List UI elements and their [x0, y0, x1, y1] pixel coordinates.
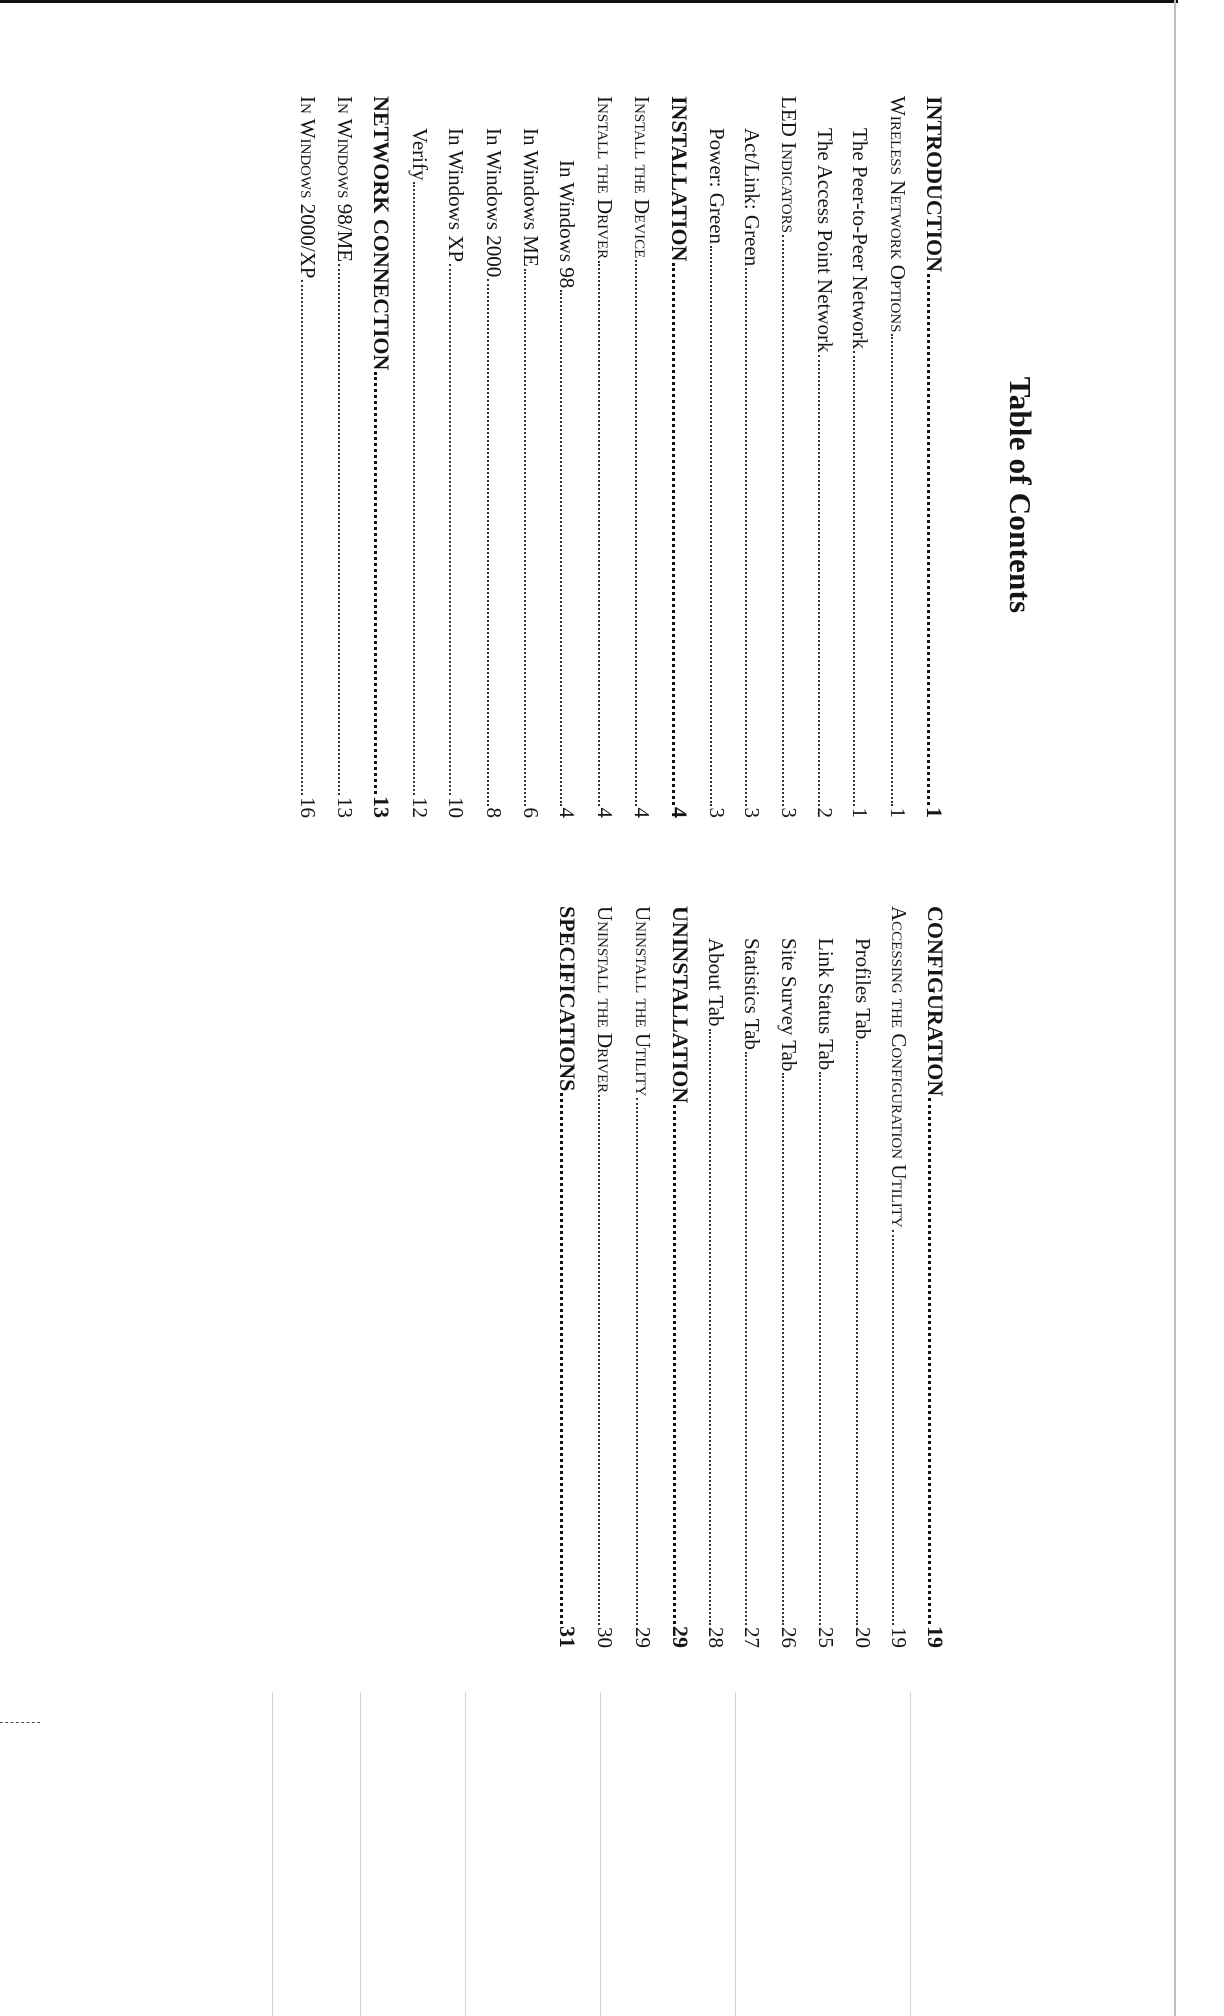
toc-entry[interactable] [699, 96, 729, 818]
dot-leader [598, 1095, 612, 1625]
toc-page-number: 3 [705, 807, 729, 818]
toc-page-number: 8 [482, 807, 506, 818]
toc-entry-label: In Windows XP [444, 128, 468, 263]
dot-leader [636, 1098, 650, 1625]
toc-page-number: 4 [630, 807, 654, 818]
dot-leader [782, 235, 796, 806]
page-right-edge-rule [1174, 0, 1176, 2016]
dot-leader [449, 264, 463, 795]
toc-page-number: 19 [887, 1627, 911, 1648]
toc-entry-label: Uninstall the Utility [631, 906, 655, 1097]
toc-entry-label: The Access Point Network [813, 128, 837, 353]
toc-page-number: 2 [813, 807, 837, 818]
dot-leader [891, 334, 905, 805]
toc-page-number: 1 [848, 807, 872, 818]
toc-entry[interactable] [880, 96, 910, 818]
toc-page-number: 28 [704, 1627, 728, 1648]
toc-entry-label: UNINSTALLATION [668, 906, 693, 1104]
toc-page-number: 30 [593, 1627, 617, 1648]
toc-page-number: 6 [519, 807, 543, 818]
toc-entry[interactable] [842, 96, 872, 818]
toc-section-entry[interactable] [663, 906, 693, 1648]
toc-page-number: 4 [555, 807, 579, 818]
toc-section-entry[interactable] [364, 96, 394, 818]
dot-leader [856, 1041, 870, 1625]
toc-page-number: 13 [333, 797, 357, 818]
toc-entry[interactable] [549, 96, 579, 818]
toc-page-number: 1 [886, 807, 910, 818]
toc-entry-label: Install the Device [630, 96, 654, 259]
toc-entry[interactable] [734, 906, 764, 1648]
toc-page-number: 29 [668, 1626, 693, 1648]
toc-page-number: 4 [593, 807, 617, 818]
rotated-page [160, 0, 1090, 2016]
toc-entry[interactable] [771, 906, 801, 1648]
dot-leader [487, 279, 501, 805]
toc-entry-label: Install the Driver [593, 96, 617, 260]
toc-entry[interactable] [734, 96, 764, 818]
toc-title: Table of Contents [1003, 376, 1038, 614]
dot-leader [374, 372, 389, 794]
dot-leader [818, 355, 832, 806]
dot-leader [673, 1105, 688, 1624]
dot-leader [338, 264, 352, 795]
dot-leader [745, 1052, 759, 1625]
toc-entry[interactable] [625, 906, 655, 1648]
margin-tick-mark [0, 1722, 40, 1724]
dot-leader [928, 1098, 943, 1624]
toc-entry[interactable] [587, 906, 617, 1648]
toc-section-entry[interactable] [550, 906, 580, 1648]
toc-entry[interactable] [807, 96, 837, 818]
toc-entry-label: LED Indicators [777, 96, 801, 233]
toc-entry[interactable] [402, 96, 432, 818]
toc-page-number: 4 [667, 807, 692, 818]
toc-entry[interactable] [327, 96, 357, 818]
toc-page-number: 13 [369, 796, 394, 818]
toc-entry[interactable] [845, 906, 875, 1648]
toc-entry-label: Power: Green [705, 128, 729, 245]
dot-leader [819, 1072, 833, 1625]
toc-entry-label: NETWORK CONNECTION [369, 96, 394, 371]
toc-entry-label: Act/Link: Green [740, 128, 764, 267]
toc-entry-label: Verify [408, 128, 432, 181]
toc-section-entry[interactable] [918, 906, 948, 1648]
toc-entry[interactable] [808, 906, 838, 1648]
dot-leader [598, 261, 612, 805]
dot-leader [745, 268, 759, 805]
dot-leader [301, 280, 315, 795]
dot-leader [782, 1073, 796, 1625]
toc-entry[interactable] [290, 96, 320, 818]
toc-entry-label: In Windows 2000/XP [296, 96, 320, 279]
toc-entry-label: CONFIGURATION [923, 906, 948, 1097]
toc-entry-label: INSTALLATION [667, 96, 692, 262]
dot-leader [710, 246, 724, 805]
toc-entry-label: Wireless Network Options [886, 96, 910, 333]
toc-entry-label: In Windows ME [519, 128, 543, 267]
toc-entry[interactable] [771, 96, 801, 818]
toc-entry[interactable] [624, 96, 654, 818]
toc-page-number: 26 [777, 1627, 801, 1648]
toc-page-number: 3 [740, 807, 764, 818]
toc-entry[interactable] [438, 96, 468, 818]
toc-entry-label: Accessing the Configuration Utility [887, 906, 911, 1228]
toc-entry[interactable] [698, 906, 728, 1648]
dot-leader [709, 1029, 723, 1625]
toc-entry-label: The Peer-to-Peer Network [848, 128, 872, 350]
toc-entry-label: In Windows 2000 [482, 128, 506, 278]
toc-entry-label: Link Status Tab [814, 938, 838, 1071]
dot-leader [560, 1093, 575, 1624]
toc-page-number: 20 [851, 1627, 875, 1648]
toc-page-number: 25 [814, 1627, 838, 1648]
toc-entry[interactable] [476, 96, 506, 818]
toc-page-number: 19 [923, 1626, 948, 1648]
toc-entry-label: INTRODUCTION [922, 96, 947, 273]
toc-entry-label: In Windows 98/ME [333, 96, 357, 263]
toc-entry-label: SPECIFICATIONS [555, 906, 580, 1092]
dot-leader [413, 182, 427, 795]
toc-page-number: 10 [444, 797, 468, 818]
toc-section-entry[interactable] [917, 96, 947, 818]
toc-entry-label: Uninstall the Driver [593, 906, 617, 1094]
toc-entry-label: In Windows 98 [555, 160, 579, 289]
dot-leader [635, 260, 649, 805]
toc-entry-label: Statistics Tab [740, 938, 764, 1050]
toc-entry[interactable] [587, 96, 617, 818]
toc-page-number: 12 [408, 797, 432, 818]
dot-leader [927, 274, 942, 805]
toc-page-number: 3 [777, 807, 801, 818]
dot-leader [892, 1230, 906, 1625]
toc-page-number: 29 [631, 1627, 655, 1648]
toc-entry-label: Site Survey Tab [777, 938, 801, 1072]
toc-entry-label: Profiles Tab [851, 938, 875, 1040]
toc-entry[interactable] [513, 96, 543, 818]
toc-entry-label: About Tab [704, 938, 728, 1027]
dot-leader [524, 269, 538, 806]
toc-entry[interactable] [881, 906, 911, 1648]
toc-section-entry[interactable] [662, 96, 692, 818]
toc-page-number: 27 [740, 1627, 764, 1648]
dot-leader [672, 263, 687, 805]
dot-leader [853, 351, 867, 805]
toc-page-number: 31 [555, 1626, 580, 1648]
dot-leader [560, 290, 574, 805]
toc-page-number: 16 [296, 797, 320, 818]
toc-page-number: 1 [922, 807, 947, 818]
